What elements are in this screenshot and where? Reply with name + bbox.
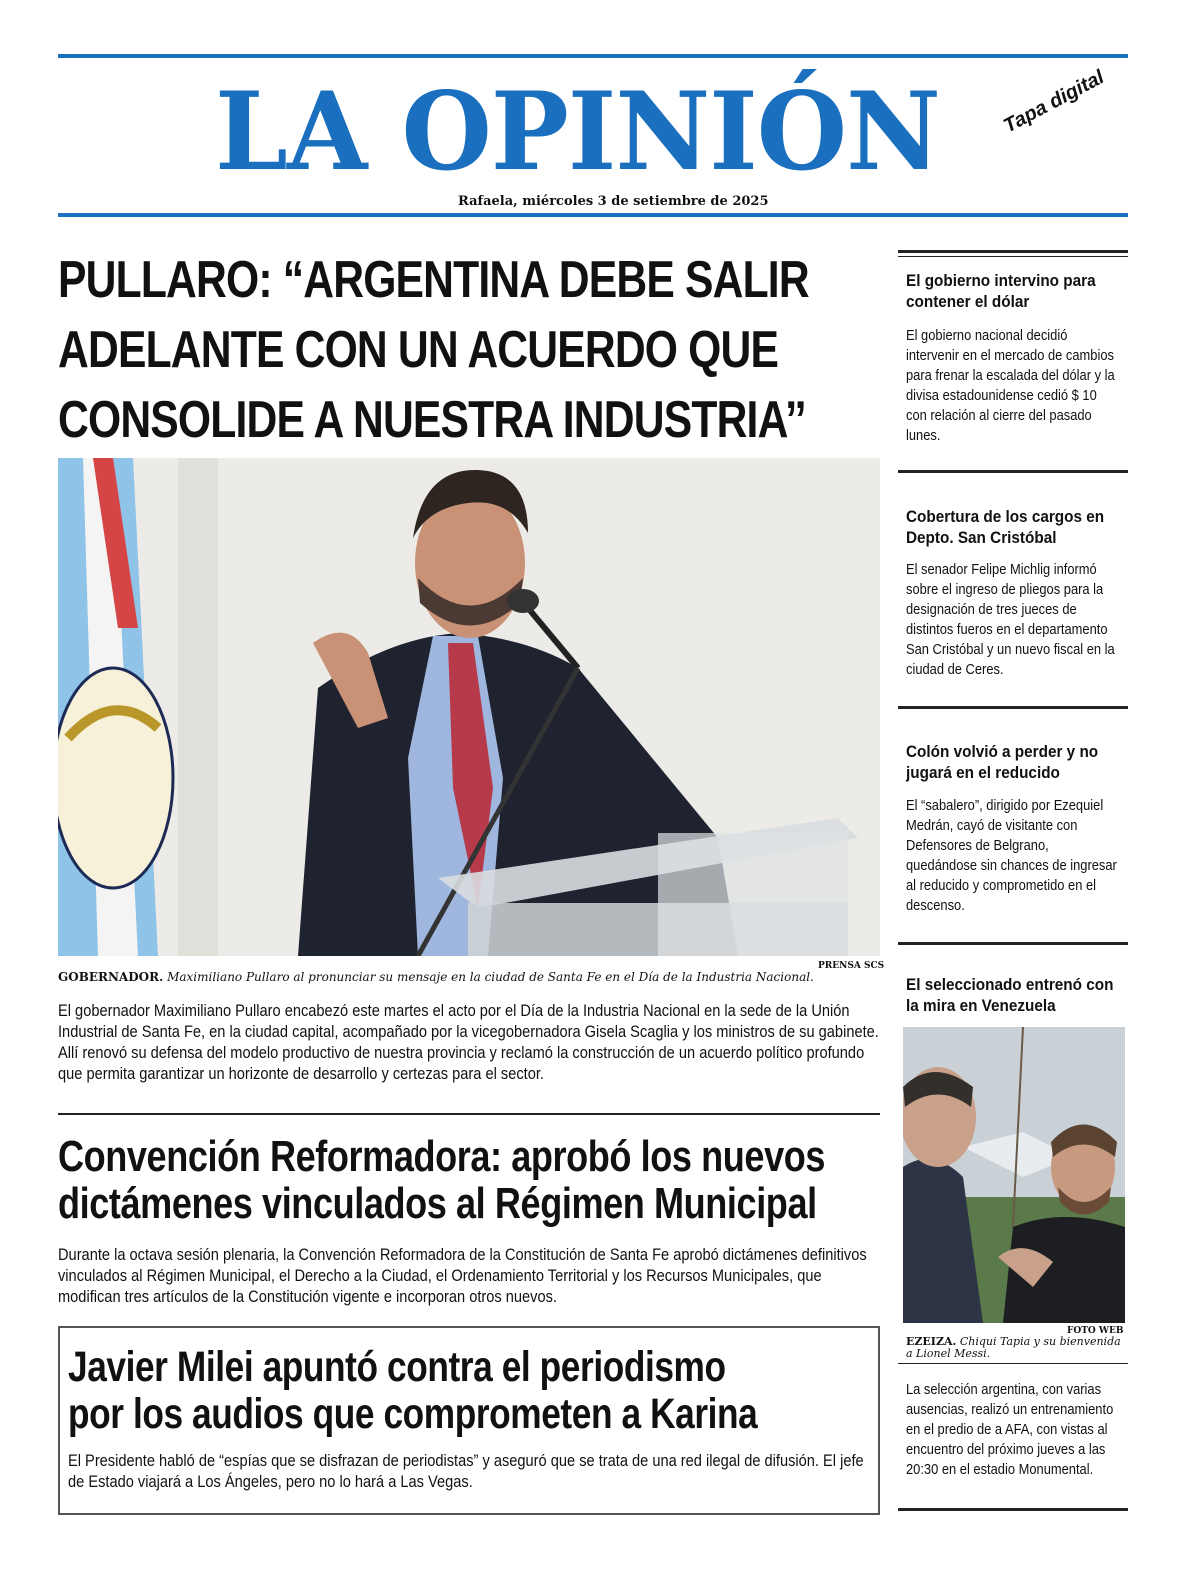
second-story-body: Durante la octava sesión plenaria, la Convención Reformadora de la Constitución de Santa Fe aprobó dictámenes definitivos vinculados al Régimen Municipal, el Derecho a la Ciudad, el Ordenamiento Territorial y los Recursos Municipales, que modifican tres artículos de la Constitución vigente e incorporan otros nuevos. bbox=[58, 1245, 867, 1306]
third-headline-line: Javier Milei apuntó contra el periodismo bbox=[68, 1343, 726, 1391]
sidebar-headline-1[interactable]: El gobierno intervino para contener el dólar bbox=[906, 271, 1096, 311]
sidebar-body-2: El senador Felipe Michlig informó sobre el ingreso de pliegos para la designación de tres jueces de distintos fueros en el departamento San Cristóbal y un nuevo fiscal en la ciudad de Ceres. bbox=[906, 561, 1115, 678]
sidebar-body-4: La selección argentina, con varias ausencias, realizó un entrenamiento en el predio de a AFA, con vistas al encuentro del próximo jueves a las 20:30 en el estadio Monumental. bbox=[906, 1381, 1114, 1478]
sidebar-rule bbox=[898, 250, 1128, 253]
second-headline-line: dictámenes vinculados al Régimen Municipal bbox=[58, 1179, 817, 1228]
lead-photo[interactable] bbox=[58, 458, 880, 956]
caption-lead: GOBERNADOR. bbox=[58, 970, 164, 984]
masthead-logo[interactable]: LA OPINIÓN bbox=[215, 69, 940, 195]
caption-lead: EZEIZA. bbox=[906, 1335, 957, 1348]
sidebar-body-3: El “sabalero”, dirigido por Ezequiel Medrán, cayó de visitante con Defensores de Belgrano, quedándose sin chances de ingresar al reducido y comprometido en el descenso. bbox=[906, 797, 1117, 914]
section-divider bbox=[58, 1113, 880, 1115]
sidebar-headline-2[interactable]: Cobertura de los cargos en Depto. San Cristóbal bbox=[906, 507, 1105, 547]
lead-headline-line: PULLARO: “ARGENTINA DEBE SALIR bbox=[58, 251, 809, 309]
lead-photo-caption bbox=[58, 970, 888, 984]
sidebar-photo-illustration bbox=[903, 1027, 1125, 1323]
sidebar-rule bbox=[898, 1363, 1128, 1364]
lead-story-body: El gobernador Maximiliano Pullaro encabezó este martes el acto por el Día de la Industria Nacional en la sede de la Unión Industrial de Santa Fe, en la ciudad capital, acompañado por la vicegobernadora Gisela Scaglia y los ministros de su gabinete. Allí renovó su defensa del modelo productivo de nuestra provincia y reclamó la construcción de un acuerdo político profundo que permita garantizar un horizonte de desarrollo y certezas para el sector. bbox=[58, 1001, 879, 1083]
caption-text: Chiqui Tapia y su bienvenida a Lionel Messi. bbox=[906, 1335, 1121, 1360]
sidebar-photo[interactable] bbox=[903, 1027, 1125, 1323]
third-headline-line: por los audios que comprometen a Karina bbox=[68, 1390, 758, 1438]
lead-headline-line: CONSOLIDE A NUESTRA INDUSTRIA’’ bbox=[58, 391, 806, 449]
sidebar-headline-4[interactable]: El seleccionado entrenó con la mira en Venezuela bbox=[906, 975, 1114, 1015]
masthead-bottom-rule bbox=[58, 213, 1128, 217]
sidebar-rule bbox=[898, 942, 1128, 945]
masthead-top-rule bbox=[58, 54, 1128, 58]
sidebar-body-1: El gobierno nacional decidió intervenir en el mercado de cambios para frenar la escalada del dólar y la divisa estadounidense cedió $ 10 con relación al cierre del pasado lunes. bbox=[906, 327, 1115, 444]
sidebar-photo-credit: FOTO WEB bbox=[1067, 1326, 1124, 1336]
sidebar-rule bbox=[898, 1508, 1128, 1511]
lead-photo-illustration bbox=[58, 458, 880, 956]
lead-photo-credit: PRENSA SCS bbox=[818, 961, 885, 971]
second-headline-line: Convención Reformadora: aprobó los nuevos bbox=[58, 1132, 826, 1181]
sidebar-rule bbox=[898, 470, 1128, 473]
lead-headline-line: ADELANTE CON UN ACUERDO QUE bbox=[58, 321, 779, 379]
third-story-headline[interactable] bbox=[68, 1344, 757, 1438]
caption-text: Maximiliano Pullaro al pronunciar su mensaje en la ciudad de Santa Fe en el Día de la Industria Nacional. bbox=[167, 970, 814, 984]
dateline: Rafaela, miércoles 3 de setiembre de 2025 bbox=[458, 194, 769, 209]
sidebar-photo-caption bbox=[906, 1336, 1121, 1360]
lead-headline[interactable] bbox=[58, 245, 894, 455]
edition-tag: Tapa digital bbox=[1000, 66, 1108, 138]
second-story-headline[interactable] bbox=[58, 1133, 825, 1227]
sidebar-headline-3[interactable]: Colón volvió a perder y no jugará en el reducido bbox=[906, 742, 1099, 782]
sidebar-rule bbox=[898, 256, 1128, 257]
sidebar-rule bbox=[898, 706, 1128, 709]
third-story-body: El Presidente habló de “espías que se disfrazan de periodistas” y aseguró que se trata de una red ilegal de difusión. El jefe de Estado viajará a Los Ángeles, pero no lo hará a Las Vegas. bbox=[68, 1451, 864, 1491]
